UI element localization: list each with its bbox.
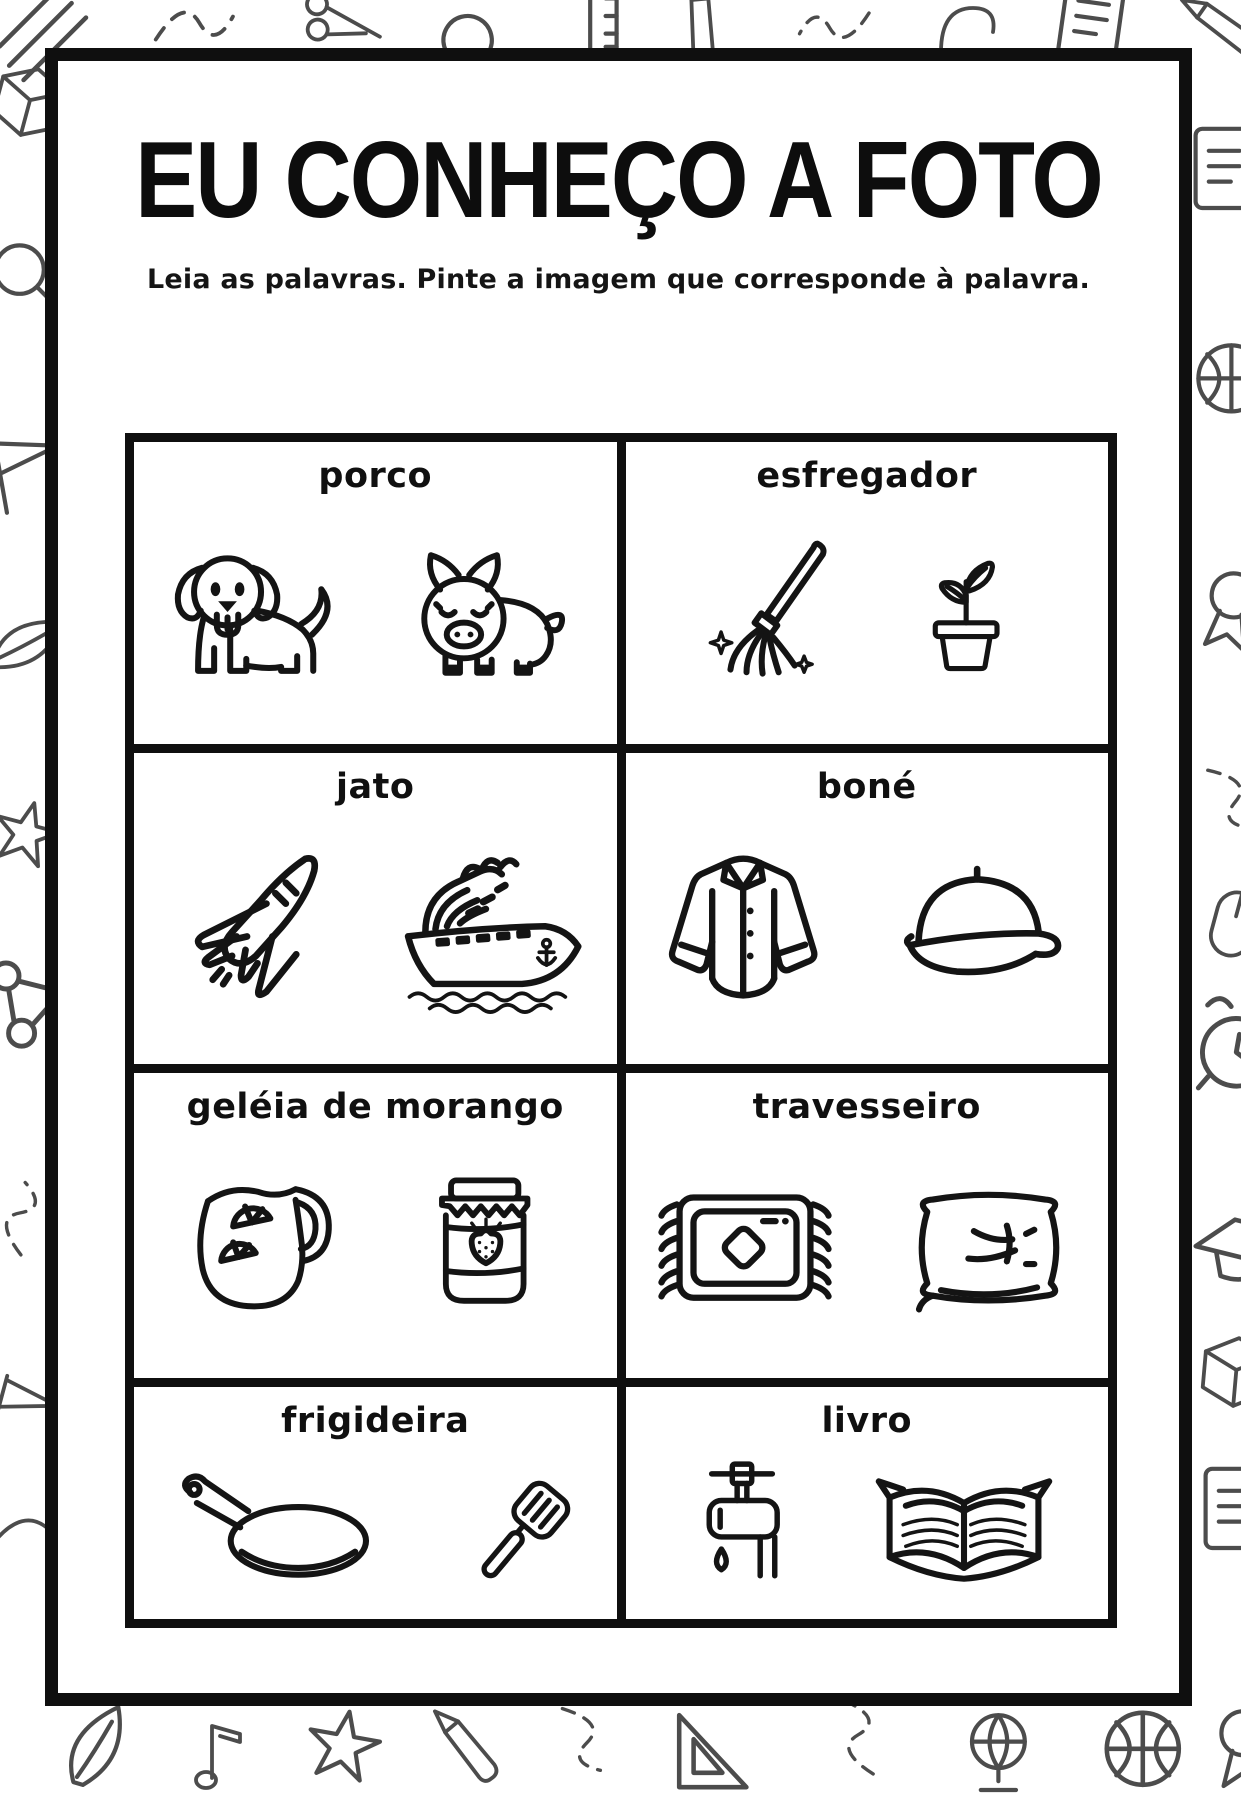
jam-jar-image[interactable] [407,1166,565,1332]
worksheet-page [45,48,1192,1706]
star-doodle-icon [287,1690,399,1802]
globe-doodle-icon [950,1702,1047,1799]
cruise-ship-image[interactable] [395,844,600,1020]
page-title: EU CONHEÇO A FOTO [135,120,1102,241]
activity-grid [125,433,1117,1628]
activity-cell-bone [626,753,1109,1064]
activity-cell-porco [134,442,617,744]
rug-image[interactable] [646,1178,844,1320]
activity-cell-geleia [134,1073,617,1378]
activity-cell-jato [134,753,617,1064]
frying-pan-image[interactable] [171,1457,377,1595]
squiggle-doodle-icon [819,1694,911,1786]
cell-images [626,496,1109,744]
cell-images [626,807,1109,1064]
music-note-doodle-icon [180,1710,268,1798]
cell-word: boné [816,767,917,807]
cell-images [626,1127,1109,1378]
cell-word: porco [318,456,433,496]
cell-word: frigideira [281,1401,470,1441]
activity-cell-esfregador [626,442,1109,744]
cell-word: jato [336,767,415,807]
cell-word: travesseiro [752,1087,981,1127]
pig-image[interactable] [398,542,588,690]
pencil-doodle-icon [416,1698,511,1793]
cell-images [134,1441,617,1619]
dress-shirt-image[interactable] [653,846,839,1018]
cell-word: livro [821,1401,913,1441]
squiggle-doodle-icon [537,1697,623,1783]
cell-images [134,807,617,1064]
fighter-jet-image[interactable] [151,841,349,1023]
baseball-cap-image[interactable] [885,850,1081,1014]
page-instructions: Leia as palavras. Pinte a imagem que corresponde à palavra. [146,264,1091,295]
activity-cell-livro [626,1387,1109,1619]
document-doodle-icon [1188,1460,1241,1557]
potted-plant-image[interactable] [901,541,1029,691]
cell-images [626,1441,1109,1619]
dog-image[interactable] [162,541,352,691]
mop-image[interactable] [705,538,855,694]
cube-doodle-icon [1188,1326,1241,1421]
juice-pitcher-image[interactable] [185,1168,361,1330]
set-square-doodle-icon [660,1696,766,1802]
pillow-image[interactable] [890,1179,1088,1319]
cell-images [134,496,617,744]
activity-cell-frigideira [134,1387,617,1619]
open-book-image[interactable] [862,1457,1066,1595]
cell-images [134,1127,617,1378]
leaf-doodle-icon [42,1690,154,1802]
water-faucet-image[interactable] [668,1448,816,1604]
basketball-doodle-icon [1090,1696,1196,1802]
activity-cell-travesseiro [626,1073,1109,1378]
spatula-image[interactable] [423,1453,579,1599]
cell-word: esfregador [756,456,978,496]
award-ribbon-doodle-icon [1195,1698,1241,1795]
cell-word: geléia de morango [186,1087,564,1127]
